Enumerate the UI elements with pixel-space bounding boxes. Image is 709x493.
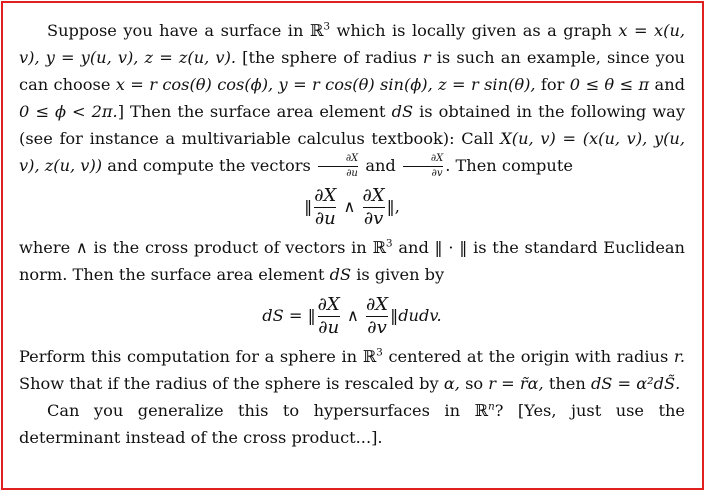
text-span: is such an example, since you can choose	[19, 48, 685, 94]
text-span: [the sphere of radius	[236, 48, 423, 67]
text-span: then	[543, 374, 591, 393]
paragraph-intro	[19, 17, 685, 179]
fraction-dX-dv	[366, 296, 388, 337]
fraction-numerator: ∂X	[365, 294, 389, 315]
math-dS: dS	[329, 265, 352, 284]
fraction-bar	[403, 166, 443, 167]
fraction-denominator: ∂u	[346, 168, 358, 179]
fraction-dX-du	[318, 154, 358, 179]
wedge-symbol: ∧	[343, 197, 356, 216]
fraction-numerator: ∂X	[362, 185, 385, 206]
text-span: where ∧ is the cross product of vectors in	[19, 238, 373, 257]
math-theta-range: 0 ≤ θ ≤ π	[569, 75, 650, 94]
fraction-denominator: ∂v	[431, 168, 443, 179]
norm-open: ‖	[304, 197, 313, 216]
fraction-dX-dv	[403, 154, 443, 179]
math-r: r	[422, 48, 431, 67]
superscript: 3	[323, 20, 331, 33]
text-span: and	[649, 75, 685, 94]
math-X-def: X(u, v) = (x(u, v), y(u, v), z(u, v))	[19, 129, 685, 175]
equation-lhs: dS = ‖	[262, 306, 316, 325]
superscript: n	[487, 400, 495, 413]
text-span: so	[459, 374, 489, 393]
text-span: . Then compute	[445, 156, 573, 175]
math-rn: ℝ	[474, 401, 488, 420]
math-r3: ℝ	[362, 347, 377, 366]
text-span: which is locally given as a graph	[330, 21, 619, 40]
fraction-numerator: ∂X	[314, 185, 337, 206]
math-r3: ℝ	[372, 238, 386, 257]
fraction-denominator: ∂u	[314, 208, 336, 229]
norm-close: ‖,	[386, 197, 400, 216]
document-body	[19, 17, 685, 451]
text-span: Can you generalize this to hypersurfaces in	[47, 401, 475, 420]
display-equation-dS	[19, 296, 685, 337]
wedge-symbol: ∧	[346, 306, 359, 325]
fraction-numerator: ∂X	[317, 294, 340, 315]
fraction-denominator: ∂u	[318, 317, 340, 338]
text-span: Suppose you have a surface in	[47, 21, 310, 40]
fraction-numerator: ∂X	[345, 153, 359, 164]
text-span: for	[535, 75, 570, 94]
fraction-numerator: ∂X	[430, 153, 444, 164]
math-phi-range: 0 ≤ ϕ < 2π.	[19, 102, 118, 121]
math-dS-scaling: dS = α²dS̃.	[590, 374, 681, 393]
fraction-dX-du	[318, 296, 340, 337]
paragraph-definition	[19, 234, 685, 288]
superscript: 3	[385, 237, 393, 250]
math-rescale: r = r̃α,	[488, 374, 544, 393]
text-span: ] Then the surface area element	[117, 102, 392, 121]
text-span: and compute the vectors	[102, 156, 316, 175]
text-span: is obtained in the following way (see for instance a multivariable calculus textbook): Call	[19, 102, 685, 148]
text-span: Perform this computation for a sphere in	[19, 347, 363, 366]
fraction-dX-dv	[363, 187, 385, 228]
text-span: is given by	[351, 265, 445, 284]
paragraph-exercise	[19, 343, 685, 397]
fraction-bar	[318, 166, 358, 167]
superscript: 3	[376, 346, 383, 359]
equation-rhs: ‖dudv.	[390, 306, 442, 325]
display-equation-cross-norm	[19, 187, 685, 228]
text-span: ? [Yes, just use the determinant instead of the cross product...].	[19, 401, 685, 447]
math-sphere-param: x = r cos(θ) cos(ϕ), y = r cos(θ) sin(ϕ), z = r sin(θ),	[115, 75, 536, 94]
fraction-denominator: ∂v	[367, 317, 387, 338]
text-span: centered at the origin with radius	[382, 347, 674, 366]
math-graph-def: x = x(u, v), y = y(u, v), z = z(u, v).	[19, 21, 686, 67]
math-alpha: α,	[443, 374, 460, 393]
fraction-denominator: ∂v	[363, 208, 384, 229]
fraction-dX-du	[314, 187, 336, 228]
math-dS: dS	[391, 102, 414, 121]
paragraph-generalize	[19, 397, 685, 451]
text-span: and ‖ · ‖ is the standard Euclidean norm. Then the surface area element	[19, 238, 685, 284]
math-r3: ℝ	[309, 21, 324, 40]
text-span: and	[360, 156, 401, 175]
text-span: Show that if the radius of the sphere is rescaled by	[19, 374, 444, 393]
math-r: r.	[673, 347, 685, 366]
